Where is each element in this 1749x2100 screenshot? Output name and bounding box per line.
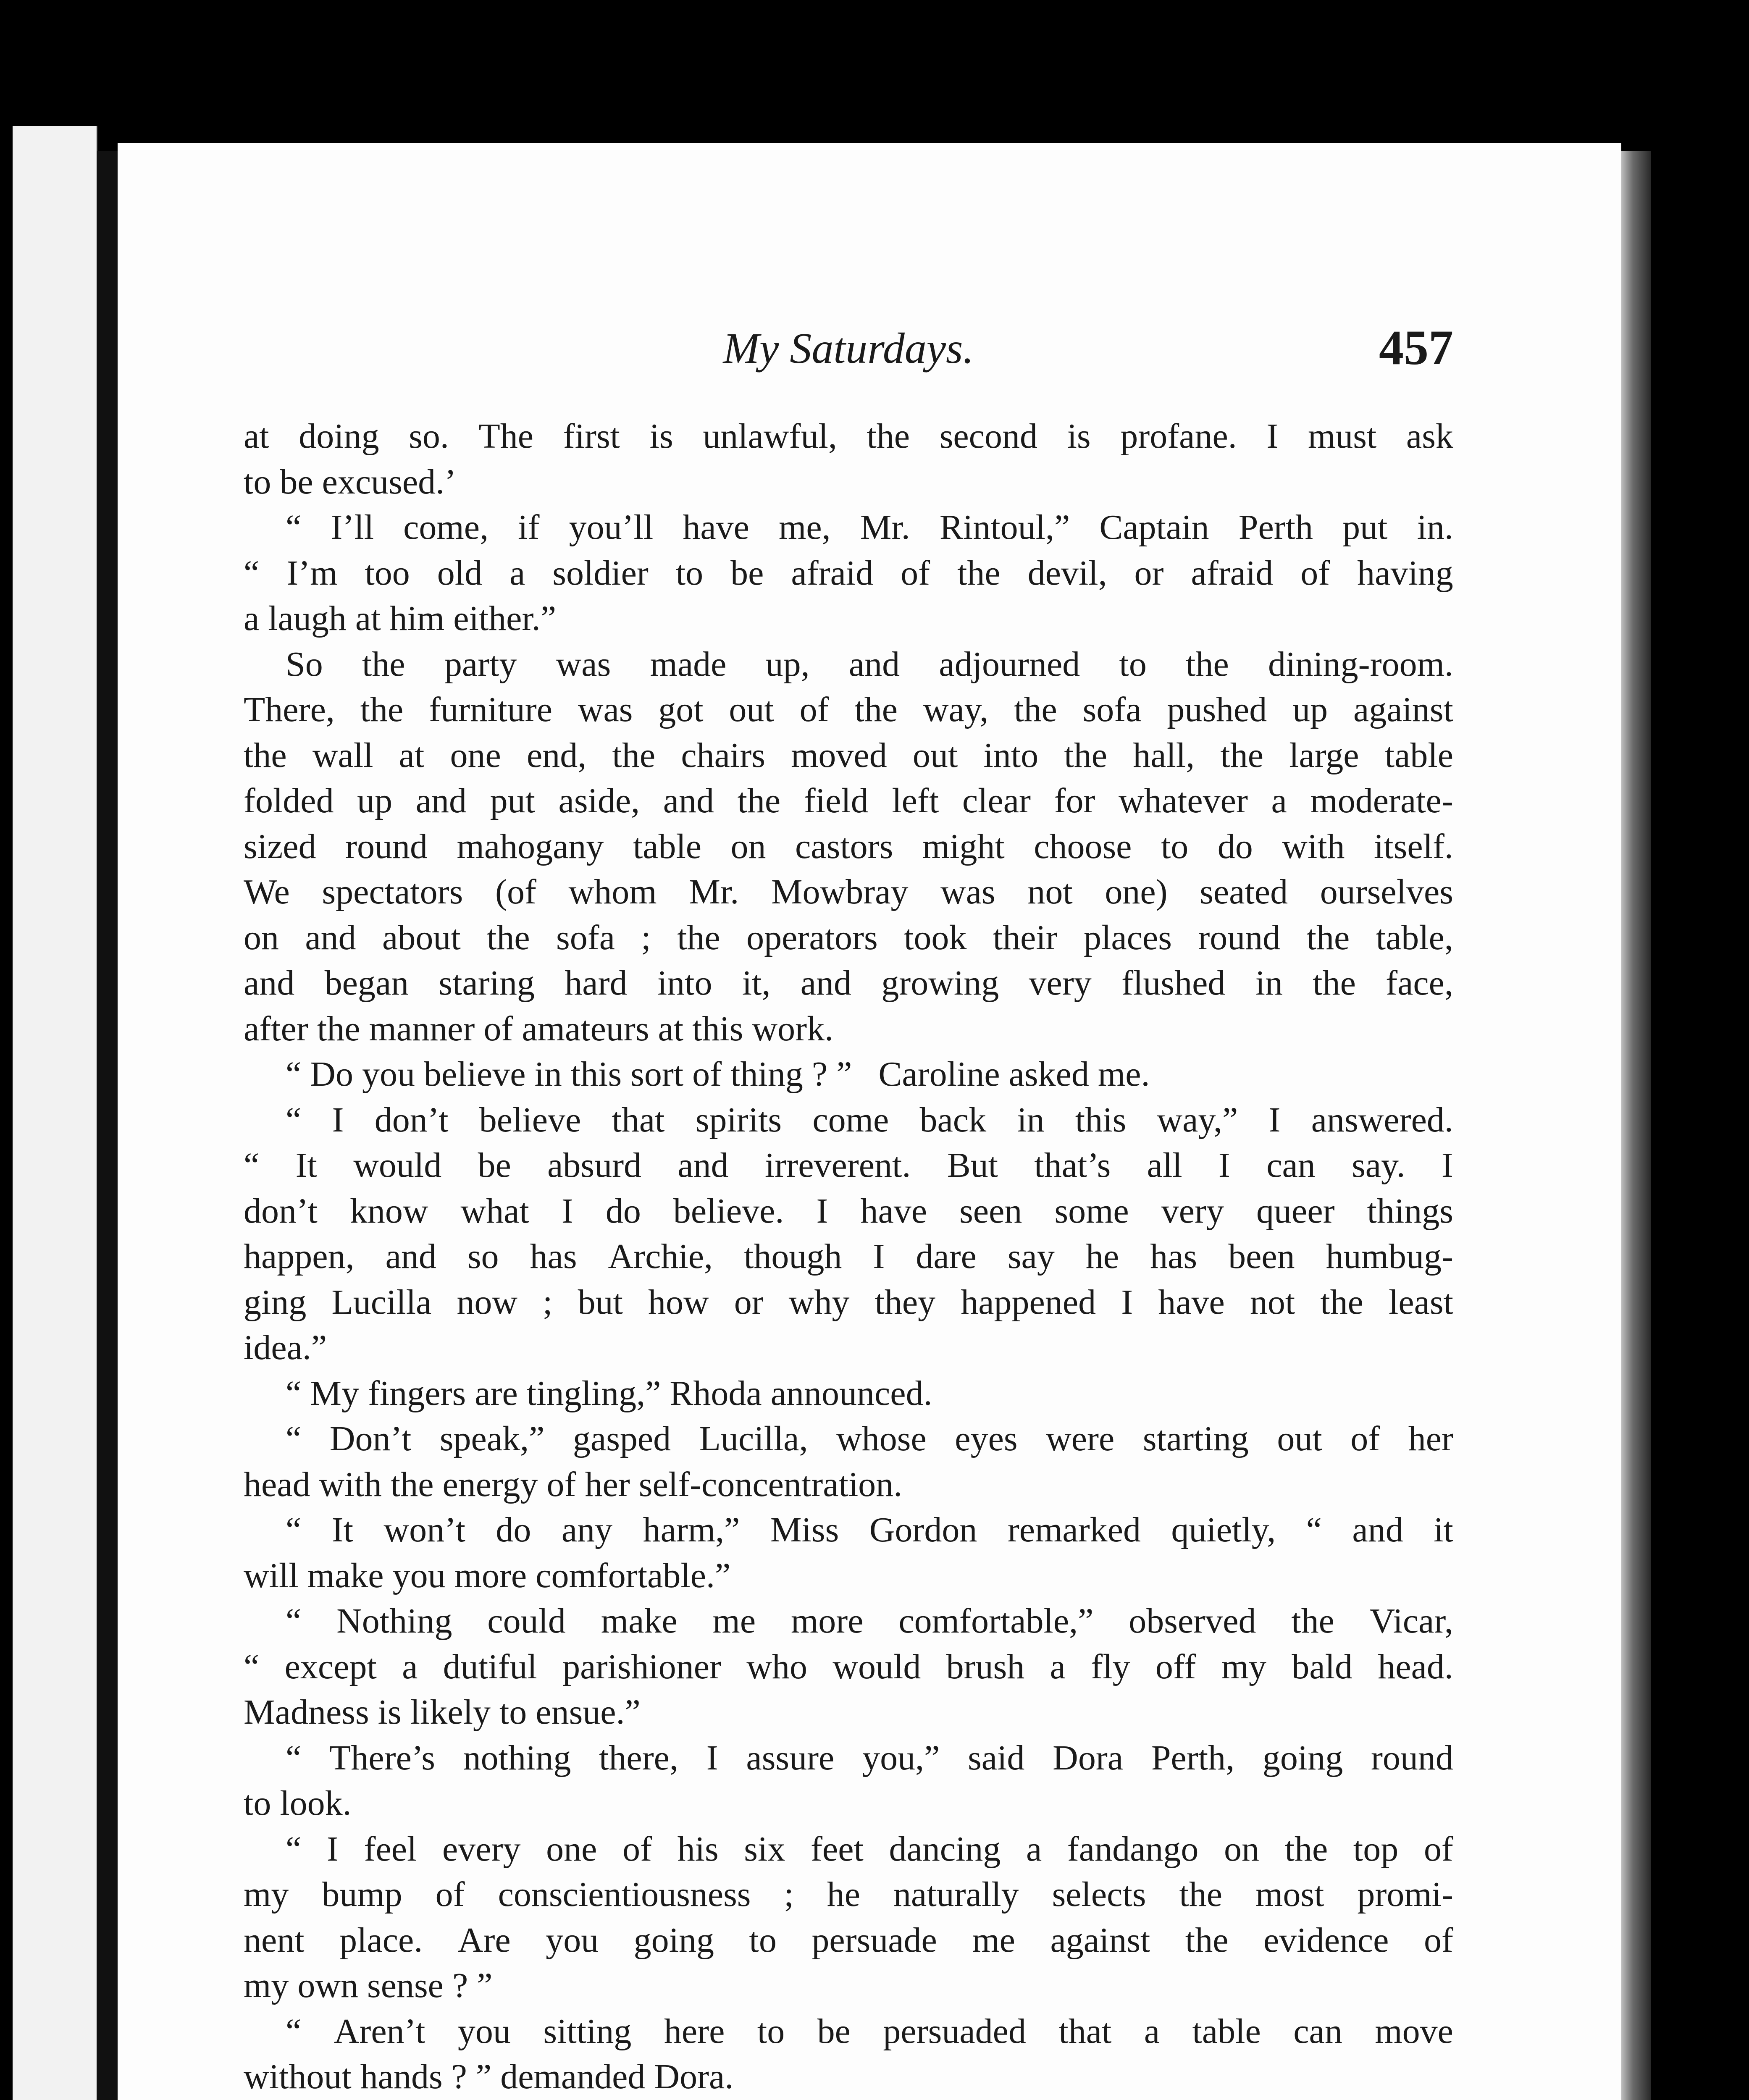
text-line: sized round mahogany table on castors might choose to do with itself. [244, 827, 1453, 866]
running-title: My Saturdays. [723, 324, 974, 373]
text-line: “ Nothing could make me more comfortable,” observed the Vicar, [286, 1601, 1453, 1641]
text-line: “ It would be absurd and irreverent. But that’s all I can say. I [244, 1146, 1453, 1185]
text-line: So the party was made up, and adjourned to the dining-room. [286, 644, 1453, 684]
page-fore-edge [1621, 151, 1651, 2100]
text-line: the wall at one end, the chairs moved out into the hall, the large table [244, 735, 1453, 775]
text-line: “ I’m too old a soldier to be afraid of the devil, or afraid of having [244, 553, 1453, 593]
text-line: without hands ? ” demanded Dora. [244, 2057, 734, 2096]
text-line: “ I’ll come, if you’ll have me, Mr. Rintoul,” Captain Perth put in. [286, 508, 1453, 547]
text-line: my own sense ? ” [244, 1966, 493, 2005]
text-line: folded up and put aside, and the field left clear for whatever a moderate- [244, 781, 1453, 820]
text-line: idea.” [244, 1328, 327, 1367]
text-line: ging Lucilla now ; but how or why they happened I have not the least [244, 1282, 1453, 1322]
text-line: We spectators (of whom Mr. Mowbray was not one) seated ourselves [244, 872, 1453, 911]
text-line: “ My fingers are tingling,” Rhoda announced. [286, 1373, 932, 1413]
text-line: don’t know what I do believe. I have seen some very queer things [244, 1191, 1453, 1231]
text-line: on and about the sofa ; the operators took their places round the table, [244, 918, 1453, 957]
text-line: my bump of conscientiousness ; he naturally selects the most promi- [244, 1875, 1453, 1914]
text-line: to be excused.’ [244, 462, 457, 501]
page-number: 457 [1379, 320, 1453, 375]
text-line: to look. [244, 1784, 352, 1823]
facing-page-edge [13, 126, 98, 2100]
text-line: Madness is likely to ensue.” [244, 1693, 641, 1732]
page-header [244, 319, 1453, 382]
text-line: will make you more comfortable.” [244, 1556, 731, 1595]
text-line: and began staring hard into it, and growing very flushed in the face, [244, 963, 1453, 1003]
text-line: There, the furniture was got out of the way, the sofa pushed up against [244, 690, 1453, 729]
book-gutter [97, 151, 118, 2100]
text-line: a laugh at him either.” [244, 599, 557, 638]
text-line: “ I don’t believe that spirits come back in this way,” I answered. [286, 1100, 1453, 1139]
text-line: “ except a dutiful parishioner who would brush a fly off my bald head. [244, 1647, 1453, 1686]
text-line: “ It won’t do any harm,” Miss Gordon remarked quietly, “ and it [286, 1510, 1453, 1549]
text-line: “ There’s nothing there, I assure you,” said Dora Perth, going round [286, 1738, 1453, 1777]
text-line: “ Do you believe in this sort of thing ? ” Caroline asked me. [286, 1055, 1150, 1094]
text-line: head with the energy of her self-concentration. [244, 1465, 903, 1504]
text-line: after the manner of amateurs at this work. [244, 1009, 834, 1048]
text-line: “ Don’t speak,” gasped Lucilla, whose eyes were starting out of her [286, 1419, 1453, 1458]
body-text [244, 414, 1453, 2100]
text-line: nent place. Are you going to persuade me against the evidence of [244, 1920, 1453, 1960]
text-line: “ Aren’t you sitting here to be persuaded that a table can move [286, 2011, 1453, 2051]
text-line: “ I feel every one of his six feet dancing a fandango on the top of [286, 1829, 1453, 1869]
text-line: at doing so. The first is unlawful, the second is profane. I must ask [244, 417, 1453, 456]
text-line: happen, and so has Archie, though I dare say he has been humbug- [244, 1237, 1453, 1276]
